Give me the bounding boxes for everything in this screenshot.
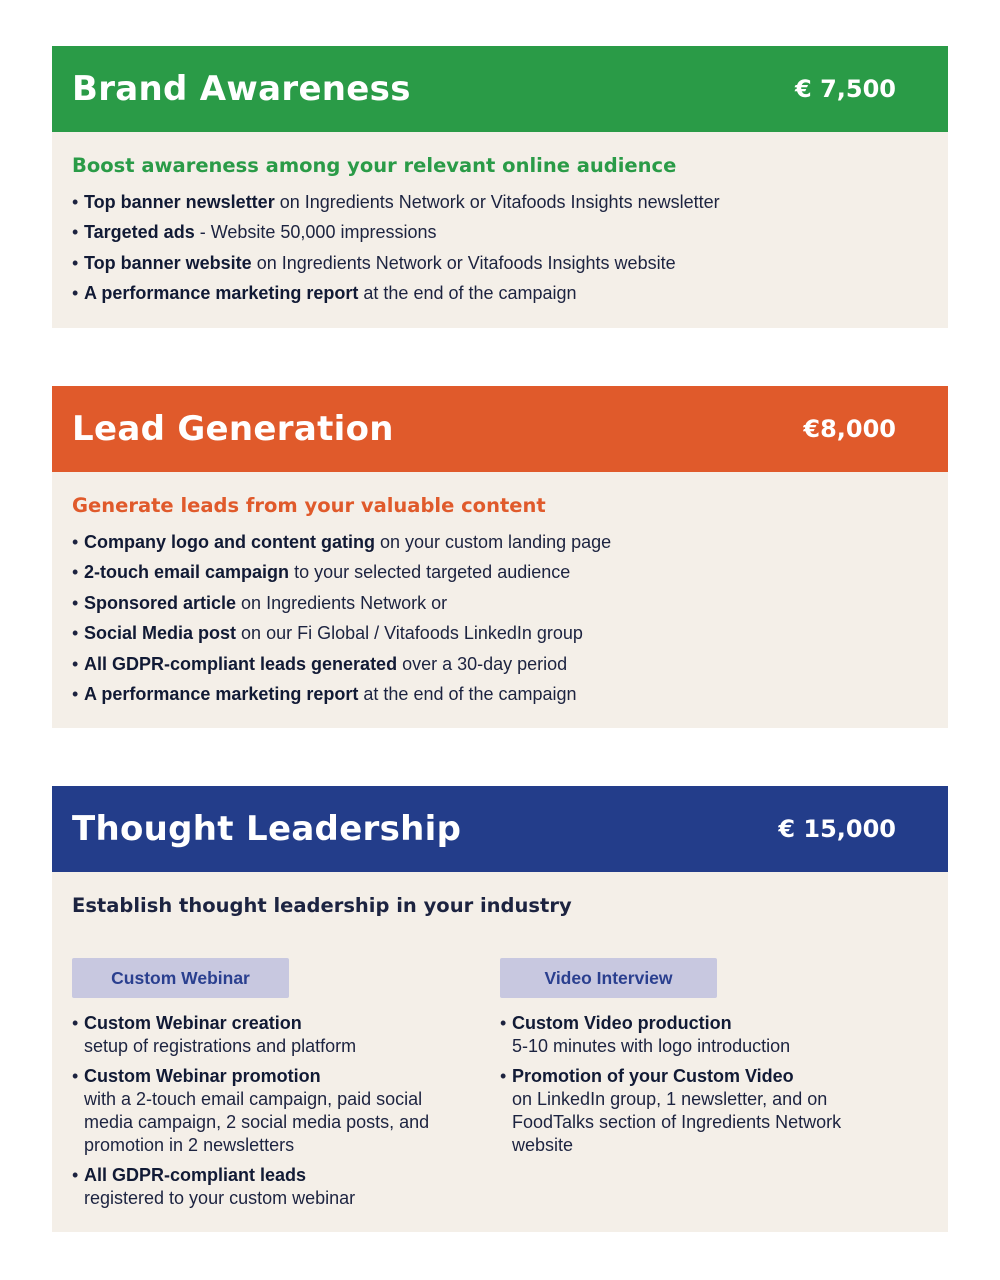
bullet-icon: • [500, 1013, 507, 1033]
list-item: • Targeted ads - Website 50,000 impressions [72, 217, 928, 247]
list-item: • Custom Webinar promotion with a 2-touch email campaign, paid social media campaign, 2 social media posts, and promotion in 2 newsletters [72, 1066, 430, 1155]
list-item: • All GDPR-compliant leads registered to your custom webinar [72, 1165, 356, 1208]
list-item: • A performance marketing report at the end of the campaign [72, 278, 928, 308]
card-price: € 7,500 [795, 75, 896, 103]
list-item: • Company logo and content gating on your custom landing page [72, 527, 928, 557]
lead-generation-header [52, 386, 948, 472]
list-item: • A performance marketing report at the end of the campaign [72, 679, 928, 709]
bullet-icon: • [72, 222, 79, 243]
card-body [52, 872, 948, 917]
list-item: • Top banner website on Ingredients Network or Vitafoods Insights website [72, 248, 928, 278]
video-interview-column [500, 958, 928, 1217]
card-subtitle: Generate leads from your valuable content [72, 494, 546, 517]
brand-awareness-card [52, 46, 948, 328]
card-title: Lead Generation [72, 409, 394, 449]
bullet-icon: • [72, 252, 79, 273]
brand-awareness-header [52, 46, 948, 132]
list-item: • Sponsored article on Ingredients Network or [72, 588, 928, 618]
list-item: • Custom Webinar creation setup of registrations and platform [72, 1013, 357, 1056]
bullet-icon: • [72, 1066, 79, 1086]
list-item: • Top banner newsletter on Ingredients Network or Vitafoods Insights newsletter [72, 187, 928, 217]
thought-leadership-header [52, 786, 948, 872]
custom-webinar-column [72, 958, 500, 1217]
bullet-icon: • [72, 283, 79, 304]
card-body [52, 472, 948, 709]
bullet-icon: • [72, 562, 79, 583]
thought-leadership-card [52, 786, 948, 1232]
list-item: • Social Media post on our Fi Global / Vitafoods LinkedIn group [72, 618, 928, 648]
bullet-icon: • [72, 532, 79, 552]
list-item: • All GDPR-compliant leads generated over a 30-day period [72, 649, 928, 679]
bullet-icon: • [72, 1013, 79, 1033]
custom-webinar-label: Custom Webinar [72, 958, 289, 998]
feature-list [72, 187, 928, 309]
bullet-icon: • [72, 653, 79, 674]
option-columns [72, 958, 928, 1217]
bullet-icon: • [500, 1066, 507, 1086]
list-item: • Custom Video production 5-10 minutes with logo introduction [500, 1013, 791, 1056]
card-price: € 15,000 [778, 815, 896, 843]
lead-generation-card [52, 386, 948, 728]
bullet-icon: • [72, 1165, 79, 1185]
card-title: Thought Leadership [72, 809, 462, 849]
card-subtitle: Boost awareness among your relevant online audience [72, 154, 677, 177]
bullet-icon: • [72, 192, 79, 212]
list-item: • Promotion of your Custom Video on LinkedIn group, 1 newsletter, and on FoodTalks section of Ingredients Network website [500, 1066, 842, 1155]
bullet-icon: • [72, 592, 79, 613]
list-item: • 2-touch email campaign to your selected targeted audience [72, 557, 928, 587]
video-interview-label: Video Interview [500, 958, 717, 998]
feature-list [72, 527, 928, 709]
card-title: Brand Awareness [72, 69, 411, 109]
card-price: €8,000 [803, 415, 896, 443]
card-body [52, 132, 948, 309]
bullet-icon: • [72, 623, 79, 644]
card-subtitle: Establish thought leadership in your industry [72, 894, 572, 917]
bullet-icon: • [72, 684, 79, 705]
